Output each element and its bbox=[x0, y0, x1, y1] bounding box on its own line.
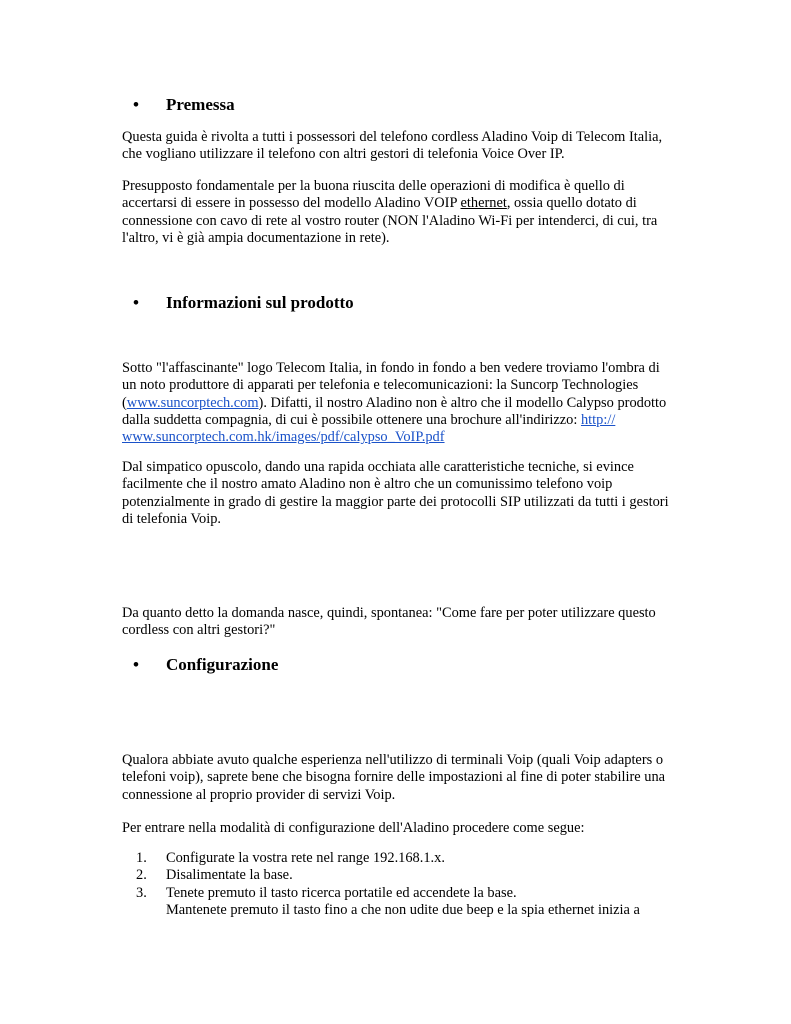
text-segment: , ossia quello dotato di bbox=[506, 195, 637, 212]
list-item-number: 1. bbox=[136, 850, 147, 866]
text-line: Sotto "l'affascinante" logo Telecom Italia, in fondo in fondo a ben vedere troviamo l'ombra di bbox=[122, 360, 660, 376]
brochure-link-part1[interactable]: http:// bbox=[580, 411, 616, 428]
text-line: connessione con cavo di rete al vostro router (NON l'Aladino Wi-Fi per intenderci, di cui, tra bbox=[122, 212, 658, 229]
paragraph-informazioni-1 bbox=[122, 360, 682, 446]
text-line: Questa guida è rivolta a tutti i possessori del telefono cordless Aladino Voip di Telecom Italia, bbox=[122, 129, 663, 145]
list-item-text: Disalimentate la base. bbox=[166, 867, 293, 884]
text-line: telefoni voip), saprete bene che bisogna fornire delle impostazioni al fine di poter stabilire una bbox=[122, 769, 666, 786]
text-line: Qualora abbiate avuto qualche esperienza nell'utilizzo di terminali Voip (quali Voip adapters o bbox=[122, 752, 664, 768]
list-item bbox=[122, 850, 682, 867]
heading-informazioni bbox=[133, 293, 354, 313]
heading-configurazione bbox=[133, 655, 278, 675]
text-line: Dal simpatico opuscolo, dando una rapida occhiata alle caratteristiche tecniche, si evince bbox=[122, 459, 634, 475]
text-line: Per entrare nella modalità di configurazione dell'Aladino procedere come segue: bbox=[122, 820, 585, 836]
list-item-text: Tenete premuto il tasto ricerca portatile ed accendete la base. bbox=[166, 884, 517, 901]
text-line: che vogliano utilizzare il telefono con altri gestori di telefonia Voice Over IP. bbox=[122, 146, 565, 163]
text-line: facilmente che il nostro amato Aladino non è altro che un comunissimo telefono voip bbox=[122, 476, 613, 493]
text-line bbox=[122, 412, 682, 429]
text-segment: ( bbox=[122, 394, 127, 411]
text-line: Da quanto detto la domanda nasce, quindi, spontanea: "Come fare per poter utilizzare questo bbox=[122, 605, 656, 621]
brochure-link-part2[interactable]: www.suncorptech.com.hk/images/pdf/calypso_VoIP.pdf bbox=[122, 429, 445, 446]
text-line: connessione al proprio provider di servizi Voip. bbox=[122, 786, 396, 803]
text-line: l'altro, vi è già ampia documentazione in rete). bbox=[122, 229, 390, 246]
text-line: un noto produttore di apparati per telefonia e telecomunicazioni: la Suncorp Technologies bbox=[122, 377, 639, 394]
list-item-continuation bbox=[122, 902, 682, 919]
list-item-number: 3. bbox=[136, 884, 147, 901]
heading-premessa bbox=[133, 95, 235, 115]
paragraph-premessa-2 bbox=[122, 178, 682, 247]
text-line bbox=[122, 395, 682, 412]
list-item bbox=[122, 885, 682, 902]
paragraph-configurazione-2 bbox=[122, 820, 682, 837]
paragraph-premessa-1 bbox=[122, 129, 682, 164]
heading-premessa-title: Premessa bbox=[166, 95, 235, 114]
paragraph-informazioni-2 bbox=[122, 459, 682, 528]
text-line: cordless con altri gestori?" bbox=[122, 622, 276, 639]
paragraph-configurazione-1 bbox=[122, 752, 682, 804]
bullet: • bbox=[133, 655, 139, 674]
list-item-text: Mantenete premuto il tasto fino a che non udite due beep e la spia ethernet inizia a bbox=[166, 901, 640, 918]
text-line bbox=[122, 195, 682, 212]
text-line: di telefonia Voip. bbox=[122, 510, 221, 527]
list-item-text: Configurate la vostra rete nel range 192.168.1.x. bbox=[166, 850, 445, 866]
text-line: potenzialmente in grado di gestire la maggior parte dei protocolli SIP utilizzati da tutti i gestori bbox=[122, 493, 669, 510]
paragraph-informazioni-3 bbox=[122, 605, 682, 640]
heading-configurazione-title: Configurazione bbox=[166, 655, 279, 674]
suncorptech-link[interactable]: www.suncorptech.com bbox=[126, 394, 259, 411]
list-item bbox=[122, 867, 682, 884]
text-segment: dalla suddetta compagnia, di cui è possibile ottenere una brochure all'indirizzo: bbox=[122, 411, 581, 428]
text-line: Presupposto fondamentale per la buona riuscita delle operazioni di modifica è quello di bbox=[122, 178, 625, 194]
underlined-term: ethernet bbox=[460, 195, 507, 212]
steps-list bbox=[122, 850, 682, 919]
heading-informazioni-title: Informazioni sul prodotto bbox=[166, 293, 354, 312]
text-segment: ). Difatti, il nostro Aladino non è altro che il modello Calypso prodotto bbox=[258, 394, 667, 411]
text-segment: accertarsi di essere in possesso del modello Aladino VOIP bbox=[122, 195, 461, 212]
bullet: • bbox=[133, 95, 139, 114]
list-item-number: 2. bbox=[136, 867, 147, 884]
bullet: • bbox=[133, 293, 139, 312]
text-line bbox=[122, 429, 682, 446]
